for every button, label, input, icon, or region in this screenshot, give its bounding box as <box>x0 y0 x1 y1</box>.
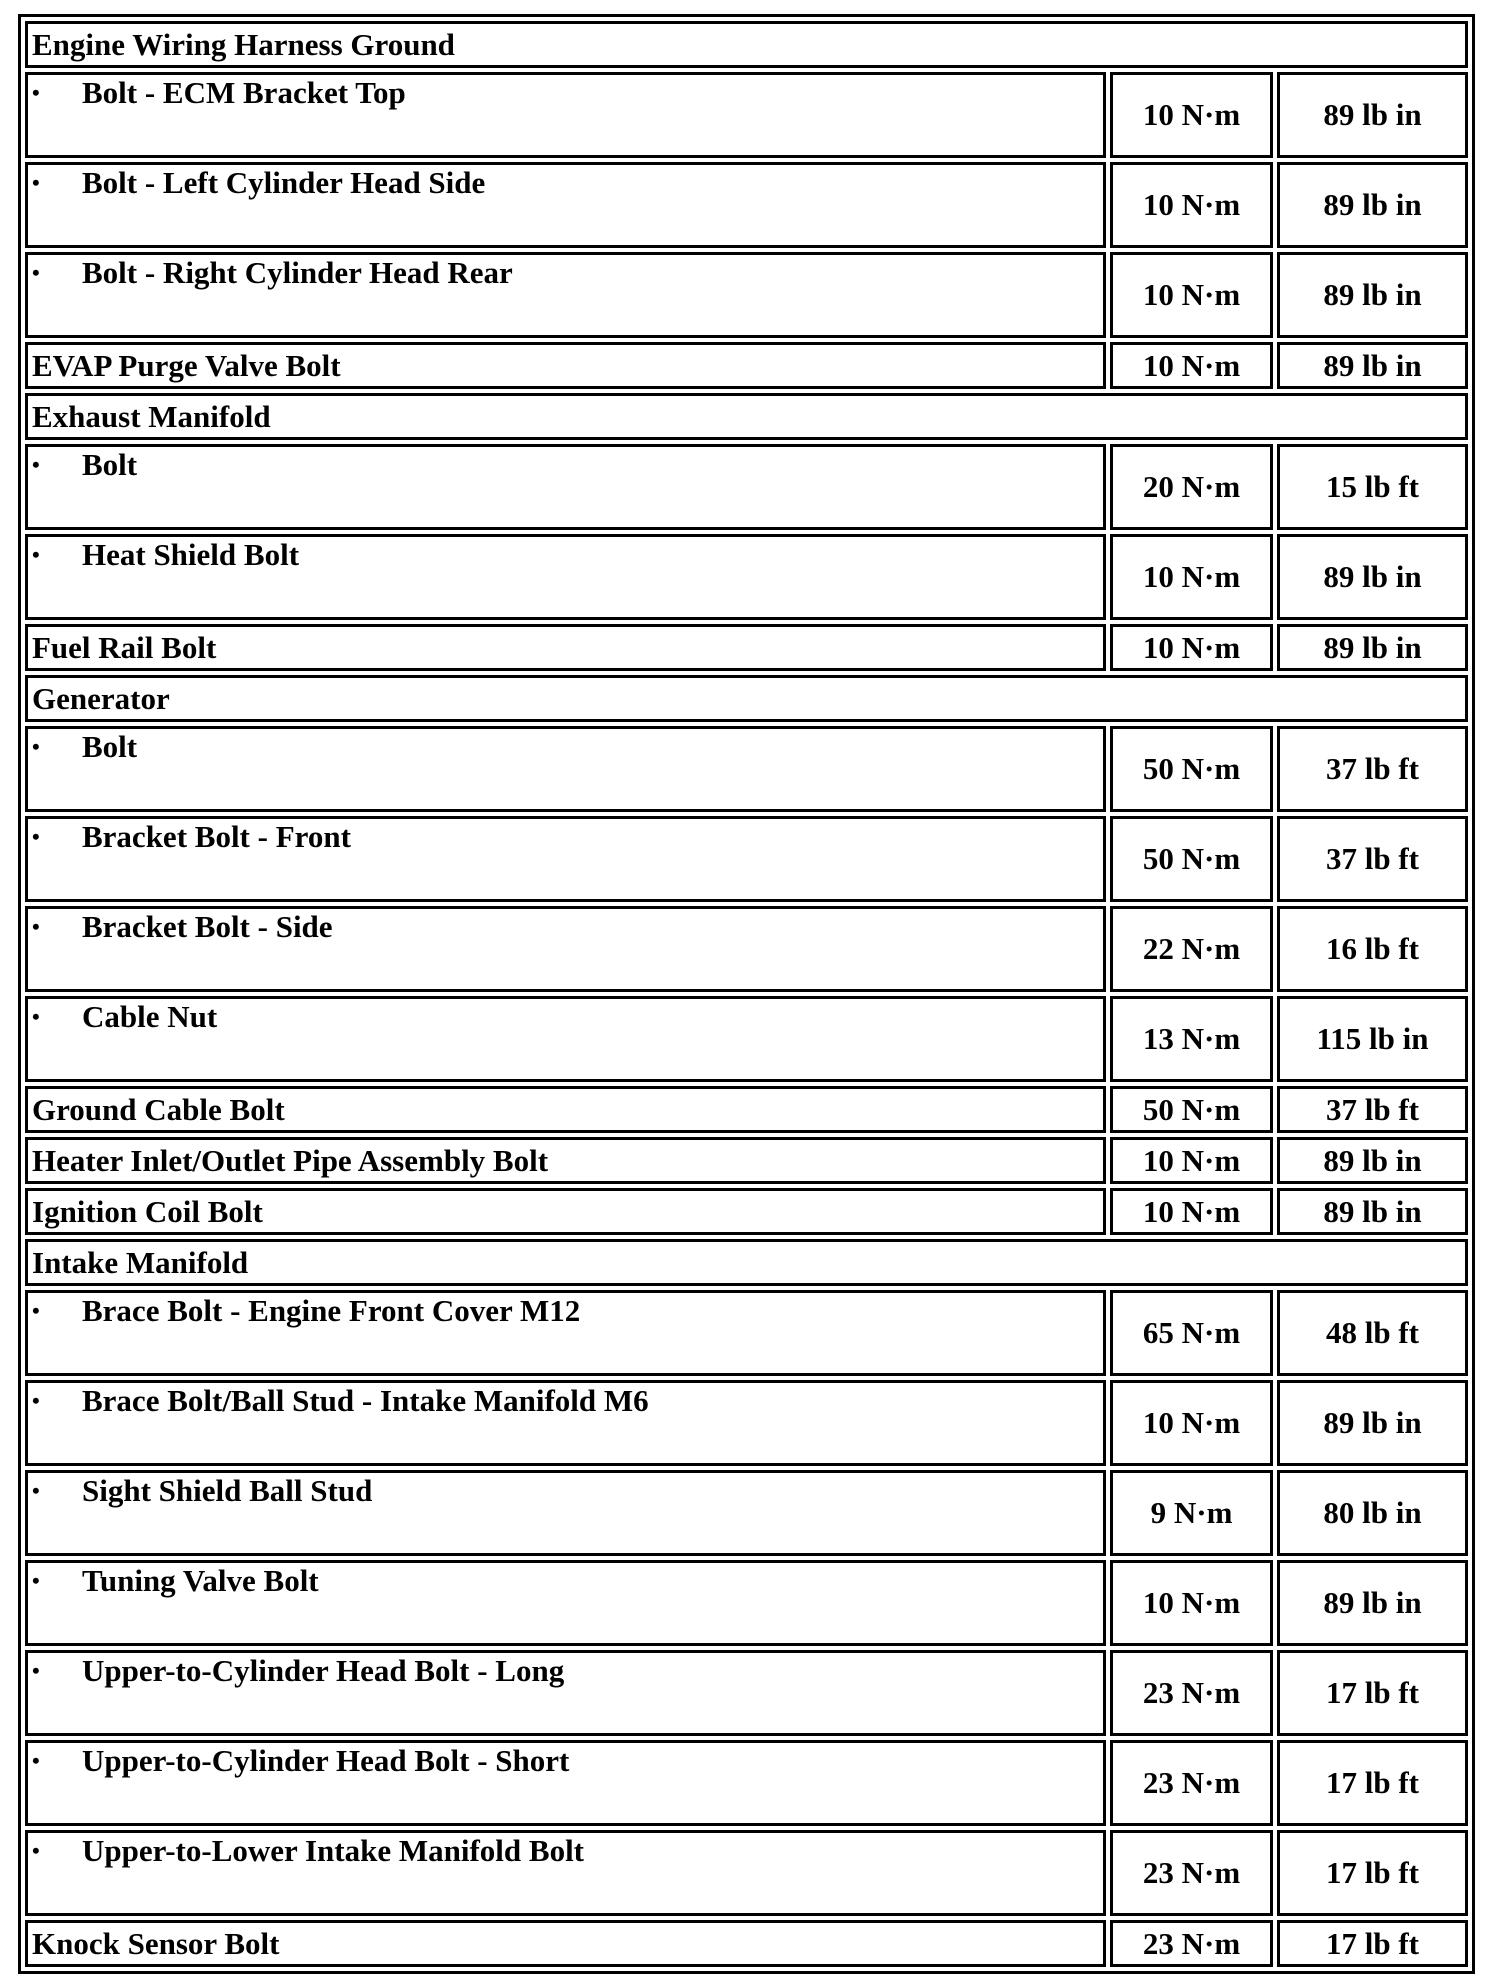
spec-description-cell <box>25 252 1106 338</box>
spec-row <box>25 1086 1468 1133</box>
spec-description-cell <box>25 1290 1106 1376</box>
english-torque-cell: 115 lb in <box>1277 996 1468 1082</box>
bullet-icon: • <box>32 260 40 285</box>
english-torque-cell: 17 lb ft <box>1277 1920 1468 1967</box>
spec-label: Brace Bolt - Engine Front Cover M12 <box>82 1293 581 1328</box>
spec-label: Knock Sensor Bolt <box>32 1925 280 1961</box>
english-torque-cell: 89 lb in <box>1277 252 1468 338</box>
metric-torque-cell: 10 N·m <box>1110 1380 1273 1466</box>
bullet-icon: • <box>32 1658 40 1683</box>
spec-row <box>25 1137 1468 1184</box>
metric-torque-cell: 10 N·m <box>1110 342 1273 389</box>
spec-description-cell <box>25 72 1106 158</box>
spec-subitem-row <box>25 162 1468 248</box>
metric-torque-cell: 23 N·m <box>1110 1650 1273 1736</box>
spec-subitem-row <box>25 444 1468 530</box>
english-torque-cell: 89 lb in <box>1277 534 1468 620</box>
spec-subitem-row <box>25 1830 1468 1916</box>
metric-torque-cell: 9 N·m <box>1110 1470 1273 1556</box>
metric-torque-cell: 23 N·m <box>1110 1830 1273 1916</box>
metric-torque-cell: 10 N·m <box>1110 1188 1273 1235</box>
bullet-icon: • <box>32 1838 40 1863</box>
spec-description-cell <box>25 1137 1106 1184</box>
spec-label: Tuning Valve Bolt <box>82 1563 319 1598</box>
spec-row <box>25 1920 1468 1967</box>
spec-label: Upper-to-Lower Intake Manifold Bolt <box>82 1833 585 1868</box>
bullet-icon: • <box>32 1748 40 1773</box>
english-torque-cell: 89 lb in <box>1277 624 1468 671</box>
metric-torque-cell: 23 N·m <box>1110 1920 1273 1967</box>
english-torque-cell: 80 lb in <box>1277 1470 1468 1556</box>
spec-description-cell <box>25 726 1106 812</box>
bullet-icon: • <box>32 914 40 939</box>
english-torque-cell: 17 lb ft <box>1277 1650 1468 1736</box>
spec-label: Upper-to-Cylinder Head Bolt - Short <box>82 1743 570 1778</box>
metric-torque-cell: 10 N·m <box>1110 252 1273 338</box>
spec-row <box>25 1188 1468 1235</box>
spec-description-cell <box>25 1188 1106 1235</box>
section-header-label: Exhaust Manifold <box>25 393 1468 440</box>
spec-subitem-row <box>25 816 1468 902</box>
spec-subitem-row <box>25 1470 1468 1556</box>
spec-label: Cable Nut <box>82 999 218 1034</box>
spec-description-cell <box>25 816 1106 902</box>
spec-label: Bolt <box>82 447 138 482</box>
spec-row <box>25 624 1468 671</box>
spec-label: Bolt - Left Cylinder Head Side <box>82 165 486 200</box>
spec-description-cell <box>25 624 1106 671</box>
spec-label: Ground Cable Bolt <box>32 1091 285 1127</box>
spec-label: Brace Bolt/Ball Stud - Intake Manifold M6 <box>82 1383 649 1418</box>
english-torque-cell: 89 lb in <box>1277 162 1468 248</box>
metric-torque-cell: 10 N·m <box>1110 624 1273 671</box>
bullet-icon: • <box>32 1568 40 1593</box>
spec-subitem-row <box>25 1740 1468 1826</box>
torque-spec-table-body <box>25 21 1468 1967</box>
spec-label: Heater Inlet/Outlet Pipe Assembly Bolt <box>32 1142 549 1178</box>
bullet-icon: • <box>32 1298 40 1323</box>
english-torque-cell: 15 lb ft <box>1277 444 1468 530</box>
english-torque-cell: 17 lb ft <box>1277 1740 1468 1826</box>
spec-subitem-row <box>25 534 1468 620</box>
spec-description-cell <box>25 342 1106 389</box>
spec-description-cell <box>25 996 1106 1082</box>
spec-label: Sight Shield Ball Stud <box>82 1473 373 1508</box>
bullet-icon: • <box>32 1004 40 1029</box>
spec-label: EVAP Purge Valve Bolt <box>32 347 341 383</box>
spec-row <box>25 342 1468 389</box>
spec-subitem-row <box>25 996 1468 1082</box>
spec-label: Bolt - ECM Bracket Top <box>82 75 406 110</box>
english-torque-cell: 48 lb ft <box>1277 1290 1468 1376</box>
spec-label: Fuel Rail Bolt <box>32 629 217 665</box>
torque-spec-table <box>18 14 1475 1974</box>
spec-label: Bolt <box>82 729 138 764</box>
bullet-icon: • <box>32 824 40 849</box>
english-torque-cell: 89 lb in <box>1277 1188 1468 1235</box>
bullet-icon: • <box>32 170 40 195</box>
metric-torque-cell: 10 N·m <box>1110 162 1273 248</box>
spec-label: Heat Shield Bolt <box>82 537 300 572</box>
english-torque-cell: 17 lb ft <box>1277 1830 1468 1916</box>
metric-torque-cell: 10 N·m <box>1110 72 1273 158</box>
spec-description-cell <box>25 534 1106 620</box>
metric-torque-cell: 65 N·m <box>1110 1290 1273 1376</box>
spec-label: Bracket Bolt - Side <box>82 909 333 944</box>
spec-description-cell <box>25 1650 1106 1736</box>
spec-subitem-row <box>25 1650 1468 1736</box>
english-torque-cell: 16 lb ft <box>1277 906 1468 992</box>
metric-torque-cell: 10 N·m <box>1110 1137 1273 1184</box>
spec-label: Bracket Bolt - Front <box>82 819 351 854</box>
spec-description-cell <box>25 1920 1106 1967</box>
metric-torque-cell: 50 N·m <box>1110 1086 1273 1133</box>
spec-description-cell <box>25 1470 1106 1556</box>
metric-torque-cell: 20 N·m <box>1110 444 1273 530</box>
section-header-row <box>25 393 1468 440</box>
spec-description-cell <box>25 444 1106 530</box>
bullet-icon: • <box>32 80 40 105</box>
section-header-label: Generator <box>25 675 1468 722</box>
spec-subitem-row <box>25 906 1468 992</box>
spec-description-cell <box>25 1830 1106 1916</box>
section-header-row <box>25 675 1468 722</box>
metric-torque-cell: 10 N·m <box>1110 534 1273 620</box>
spec-subitem-row <box>25 1380 1468 1466</box>
english-torque-cell: 37 lb ft <box>1277 816 1468 902</box>
section-header-row <box>25 21 1468 68</box>
spec-label: Upper-to-Cylinder Head Bolt - Long <box>82 1653 565 1688</box>
spec-label: Ignition Coil Bolt <box>32 1193 263 1229</box>
spec-subitem-row <box>25 1290 1468 1376</box>
english-torque-cell: 89 lb in <box>1277 72 1468 158</box>
bullet-icon: • <box>32 1388 40 1413</box>
spec-description-cell <box>25 1380 1106 1466</box>
metric-torque-cell: 23 N·m <box>1110 1740 1273 1826</box>
spec-subitem-row <box>25 1560 1468 1646</box>
metric-torque-cell: 50 N·m <box>1110 726 1273 812</box>
spec-description-cell <box>25 906 1106 992</box>
spec-description-cell <box>25 1560 1106 1646</box>
english-torque-cell: 89 lb in <box>1277 1137 1468 1184</box>
english-torque-cell: 89 lb in <box>1277 342 1468 389</box>
spec-description-cell <box>25 1740 1106 1826</box>
section-header-row <box>25 1239 1468 1286</box>
bullet-icon: • <box>32 542 40 567</box>
metric-torque-cell: 13 N·m <box>1110 996 1273 1082</box>
metric-torque-cell: 22 N·m <box>1110 906 1273 992</box>
metric-torque-cell: 10 N·m <box>1110 1560 1273 1646</box>
spec-description-cell <box>25 1086 1106 1133</box>
spec-subitem-row <box>25 72 1468 158</box>
english-torque-cell: 37 lb ft <box>1277 1086 1468 1133</box>
section-header-label: Intake Manifold <box>25 1239 1468 1286</box>
spec-subitem-row <box>25 252 1468 338</box>
section-header-label: Engine Wiring Harness Ground <box>25 21 1468 68</box>
metric-torque-cell: 50 N·m <box>1110 816 1273 902</box>
spec-subitem-row <box>25 726 1468 812</box>
english-torque-cell: 89 lb in <box>1277 1380 1468 1466</box>
bullet-icon: • <box>32 1478 40 1503</box>
bullet-icon: • <box>32 734 40 759</box>
spec-label: Bolt - Right Cylinder Head Rear <box>82 255 513 290</box>
bullet-icon: • <box>32 452 40 477</box>
spec-description-cell <box>25 162 1106 248</box>
english-torque-cell: 37 lb ft <box>1277 726 1468 812</box>
english-torque-cell: 89 lb in <box>1277 1560 1468 1646</box>
